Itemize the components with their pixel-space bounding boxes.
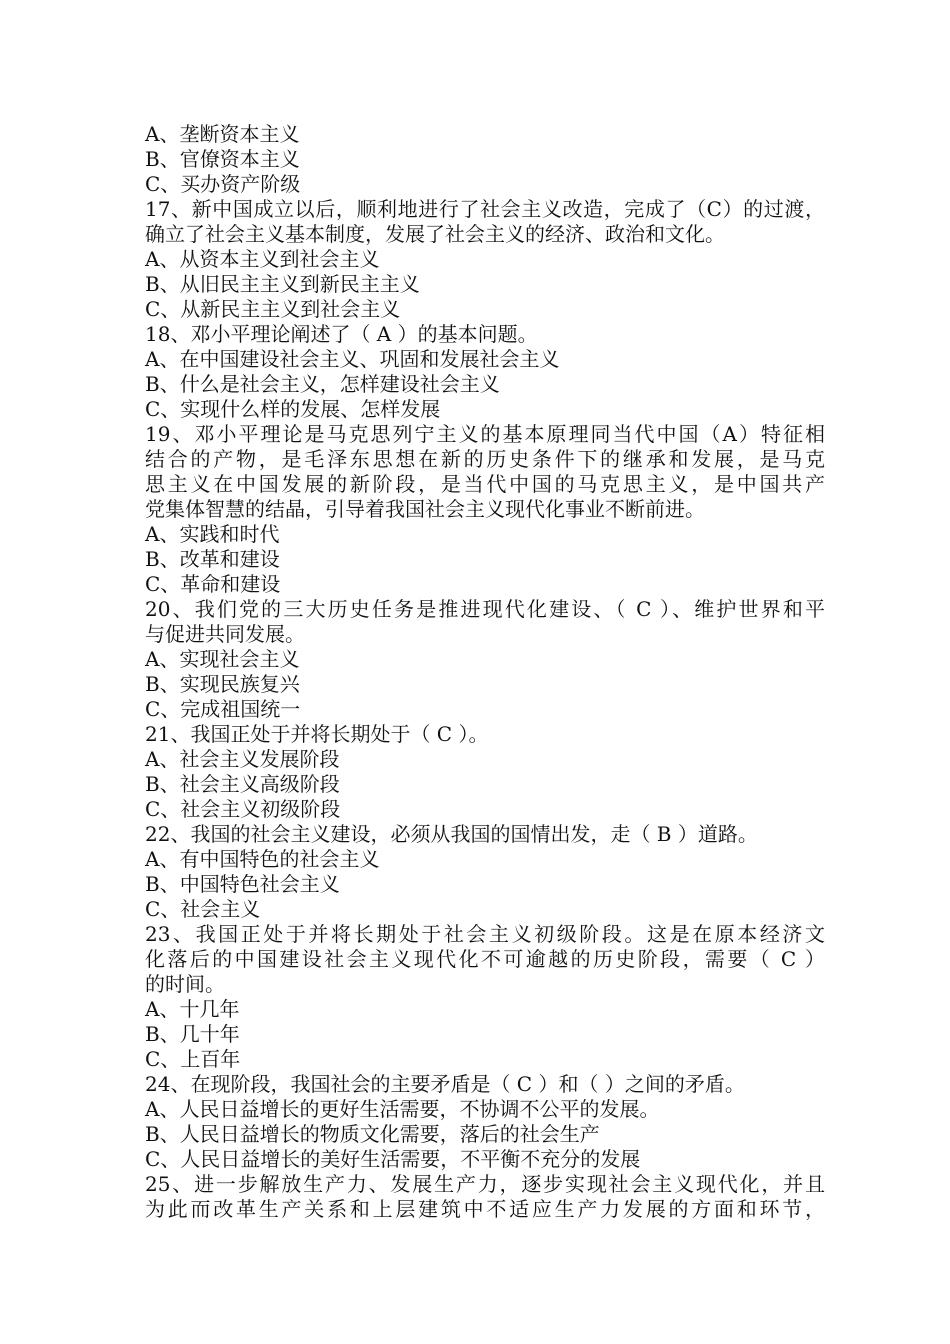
question-line: 18、邓小平理论阐述了（ A ）的基本问题。 bbox=[145, 322, 538, 346]
option-line: A、社会主义发展阶段 bbox=[145, 747, 340, 771]
option-line: B、社会主义高级阶段 bbox=[145, 772, 340, 796]
option-line: B、改革和建设 bbox=[145, 547, 280, 571]
option-line: A、十几年 bbox=[145, 997, 240, 1021]
option-line: B、中国特色社会主义 bbox=[145, 872, 340, 896]
option-line: B、人民日益增长的物质文化需要，落后的社会生产 bbox=[145, 1122, 600, 1146]
option-line: A、从资本主义到社会主义 bbox=[145, 247, 380, 271]
question-line: 21、我国正处于并将长期处于（ C ）。 bbox=[145, 722, 489, 746]
option-line: C、人民日益增长的美好生活需要，不平衡不充分的发展 bbox=[145, 1147, 641, 1171]
option-line: B、官僚资本主义 bbox=[145, 147, 300, 171]
question-line: 化落后的中国建设社会主义现代化不可逾越的历史阶段，需要（ C ） bbox=[145, 947, 825, 971]
question-line: 与促进共同发展。 bbox=[145, 622, 305, 646]
option-line: A、有中国特色的社会主义 bbox=[145, 847, 380, 871]
question-line: 党集体智慧的结晶，引导着我国社会主义现代化事业不断前进。 bbox=[145, 497, 705, 521]
option-line: C、买办资产阶级 bbox=[145, 172, 301, 196]
option-line: C、完成祖国统一 bbox=[145, 697, 301, 721]
question-line: 19、邓小平理论是马克思列宁主义的基本原理同当代中国（A）特征相 bbox=[145, 422, 825, 446]
option-line: B、几十年 bbox=[145, 1022, 240, 1046]
option-line: C、革命和建设 bbox=[145, 572, 281, 596]
question-line: 23、我国正处于并将长期处于社会主义初级阶段。这是在原本经济文 bbox=[145, 922, 825, 946]
option-line: A、实践和时代 bbox=[145, 522, 280, 546]
question-line: 思主义在中国发展的新阶段，是当代中国的马克思主义，是中国共产 bbox=[145, 472, 825, 496]
option-line: A、实现社会主义 bbox=[145, 647, 300, 671]
question-line: 17、新中国成立以后，顺利地进行了社会主义改造，完成了（C）的过渡， bbox=[145, 197, 825, 221]
question-line: 为此而改革生产关系和上层建筑中不适应生产力发展的方面和环节， bbox=[145, 1197, 825, 1221]
question-line: 24、在现阶段，我国社会的主要矛盾是（ C ）和（ ）之间的矛盾。 bbox=[145, 1072, 745, 1096]
document-body bbox=[145, 122, 825, 1222]
option-line: B、实现民族复兴 bbox=[145, 672, 300, 696]
option-line: C、社会主义初级阶段 bbox=[145, 797, 341, 821]
question-line: 22、我国的社会主义建设，必须从我国的国情出发，走（ B ）道路。 bbox=[145, 822, 758, 846]
option-line: A、垄断资本主义 bbox=[145, 122, 300, 146]
question-line: 确立了社会主义基本制度，发展了社会主义的经济、政治和文化。 bbox=[145, 222, 725, 246]
option-line: B、什么是社会主义，怎样建设社会主义 bbox=[145, 372, 500, 396]
option-line: A、在中国建设社会主义、巩固和发展社会主义 bbox=[145, 347, 560, 371]
option-line: B、从旧民主主义到新民主主义 bbox=[145, 272, 420, 296]
question-line: 的时间。 bbox=[145, 972, 225, 996]
option-line: C、实现什么样的发展、怎样发展 bbox=[145, 397, 441, 421]
question-line: 25、进一步解放生产力、发展生产力，逐步实现社会主义现代化，并且 bbox=[145, 1172, 825, 1196]
option-line: C、社会主义 bbox=[145, 897, 261, 921]
option-line: A、人民日益增长的更好生活需要，不协调不公平的发展。 bbox=[145, 1097, 660, 1121]
option-line: C、上百年 bbox=[145, 1047, 241, 1071]
question-line: 结合的产物，是毛泽东思想在新的历史条件下的继承和发展，是马克 bbox=[145, 447, 825, 471]
option-line: C、从新民主主义到社会主义 bbox=[145, 297, 401, 321]
question-line: 20、我们党的三大历史任务是推进现代化建设、（ C ）、维护世界和平 bbox=[145, 597, 825, 621]
